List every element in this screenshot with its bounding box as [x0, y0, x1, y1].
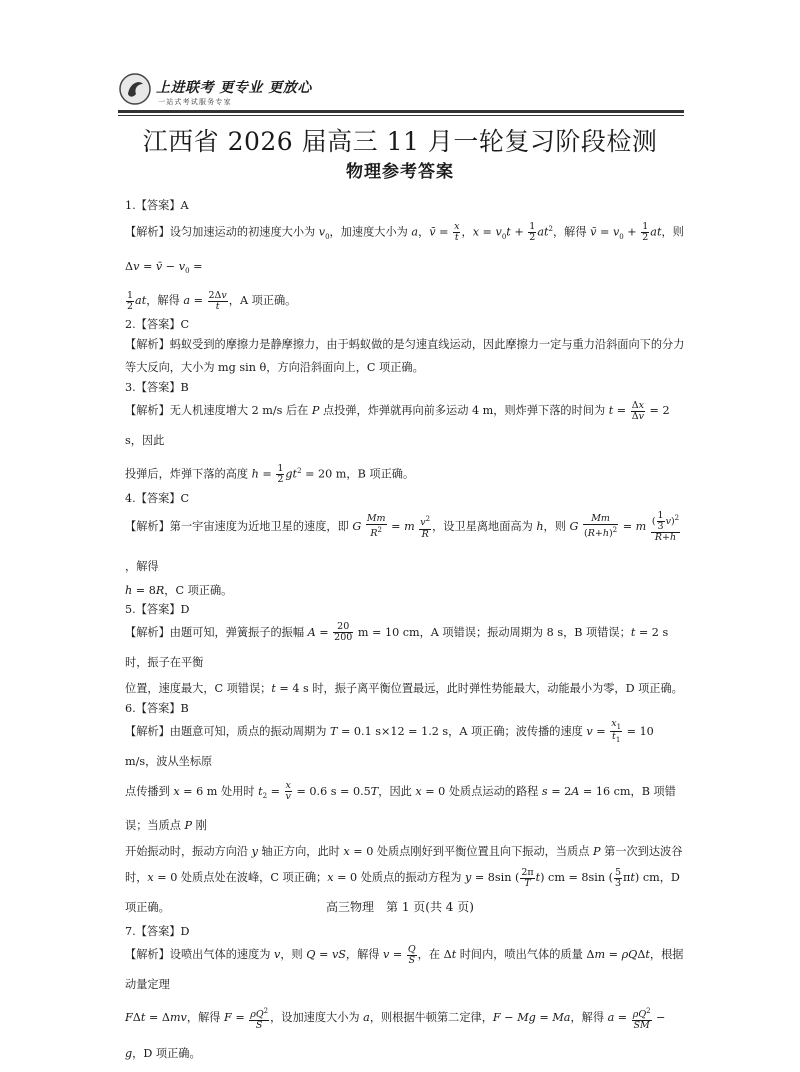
question-1 — [125, 197, 685, 316]
question-2 — [125, 316, 685, 379]
answer-label: 【答案】C — [135, 318, 189, 332]
logo-icon — [118, 72, 152, 106]
analysis-text: 【解析】第一宇宙速度为近地卫星的速度，即 G $\frac{Mm}{R^2}$ = m $\frac{v^2}{R}$ ，设卫星离地面高为 h，则 G $\frac{Mm}{(R+h)^2}$ = m ( $\frac{1}{3}$ v)$^2$ R+h ，解得 — [125, 509, 680, 573]
brand-slogan: 上进联考 更专业 更放心 — [156, 80, 312, 96]
answer-label: 【答案】A — [135, 199, 189, 212]
analysis-text: 【解析】设匀加速运动的初速度大小为 $v_0$，加速度大小为 a，v̄ = $\frac{x}{t}$ ，$x = v_0t$ + $\frac{1}{2}$ $at^2$，解得 v̄ = $v_0$ + $\frac{1}{2}$ at，则 Δv = v̄ − $v_0$ = $\frac{1}{2}$ at，解得 a = $\frac{2\Delta v}{t}$ ，A 项正确。 — [125, 221, 684, 312]
answer-label: 【答案】B — [135, 701, 189, 715]
answer-label: 【答案】C — [135, 491, 189, 505]
analysis-text: 【解析】由题可知，弹簧振子的振幅 A = $\frac{20}{200}$ m = 10 cm，A 项错误；振动周期为 8 s，B 项错误；t = 2 s 时，振子在平衡 位置，速度最大，C 项错误；t = 4 s 时，振子离平衡位置最远，此时弹性势能最大，动能最小为零，D 项正确。 — [125, 621, 683, 695]
brand-tagline: 一站式考试服务专家 — [158, 98, 232, 106]
question-number: 6. — [125, 701, 136, 715]
question-number: 1. — [125, 199, 136, 212]
question-number: 5. — [125, 602, 136, 616]
question-3 — [125, 379, 685, 490]
question-4: 4.【答案】C 【解析】第一宇宙速度为近地卫星的速度，即 G $\frac{Mm}{R^2}$ = m $\frac{v^2}{R}$ ，设卫星离地面高为 h，则 G $\frac{Mm}{(R+h)^2}$ = m ( $\frac{1}{3}$ v)$^2$ R+h ，解得 h = 8R，C 项正确。 — [125, 490, 685, 601]
header-rule — [118, 110, 684, 113]
answer-content — [125, 197, 685, 1072]
analysis-text: 【解析】蚂蚁受到的摩擦力是静摩擦力，由于蚂蚁做的是匀速直线运动，因此摩擦力一定与重力沿斜面向下的分力等大反向，大小为 mg sin θ，方向沿斜面向上，C 项正确。 — [125, 338, 685, 375]
page-footer: 高三物理 第 1 页(共 4 页) — [326, 900, 474, 914]
question-number: 4. — [125, 491, 136, 505]
analysis-text: 【解析】设喷出气体的速度为 v，则 Q = vS，解得 v = $\frac{Q}{S}$ ，在 Δt 时间内，喷出气体的质量 Δm = ρQΔt，根据动量定理 FΔt = Δmv，解得 F = $\frac{\rho Q^2}{S}$ ，设加速度大小为 a，则根据牛顿第二定律，F − Mg = Ma，解得 a = $\frac{\rho Q^2}{SM}$ − g，D 项正确。 — [125, 943, 684, 1061]
question-number: 2. — [125, 318, 136, 332]
question-5 — [125, 601, 685, 700]
answer-label: 【答案】D — [135, 925, 190, 939]
question-number: 7. — [125, 925, 136, 939]
page-subtitle: 物理参考答案 — [346, 162, 454, 182]
analysis-text: 【解析】由题意可知，质点的振动周期为 T = 0.1 s×12 = 1.2 s，A 项正确；波传播的速度 v = $\frac{x_1}{t_1}$ = 10 m/s，波从坐标原 点传播到 x = 6 m 处用时 $t_2$ = $\frac{x}{v}$ = 0.6 s = 0.5T，因此 x = 0 处质点运动的路程 s = 2A = 16 cm，B 项错误；当质点 P 刚 开始振动时，振动方向沿 y 轴正方向，此时 x = 0 处质点刚好到平衡位置且向下振动，当质点 P 第一次到达波谷 时，x = 0 处质点处在波峰，C 项正确；x = 0 处质点的振动方程为 y = 8sin ( $\frac{2\pi}{T}$ t) cm = 8sin ( $\frac{5}{3}$ πt) cm，D 项正确。 — [125, 717, 683, 915]
question-7 — [125, 923, 685, 1072]
answer-label: 【答案】D — [135, 602, 190, 616]
header — [118, 72, 678, 114]
answer-label: 【答案】B — [135, 381, 189, 395]
header-rule-thin — [118, 115, 684, 116]
question-6 — [125, 700, 685, 923]
analysis-text: 【解析】无人机速度增大 2 m/s 后在 P 点投弹，炸弹就再向前多运动 4 m，则炸弹下落的时间为 t = $\frac{\Delta x}{\Delta v}$ = 2 s，因此 投弹后，炸弹下落的高度 h = $\frac{1}{2}$ $gt^2 = 20$ m，B 项正确。 — [125, 399, 670, 486]
page-title: 江西省 2026 届高三 11 月一轮复习阶段检测 — [142, 127, 658, 156]
question-number: 3. — [125, 381, 136, 395]
